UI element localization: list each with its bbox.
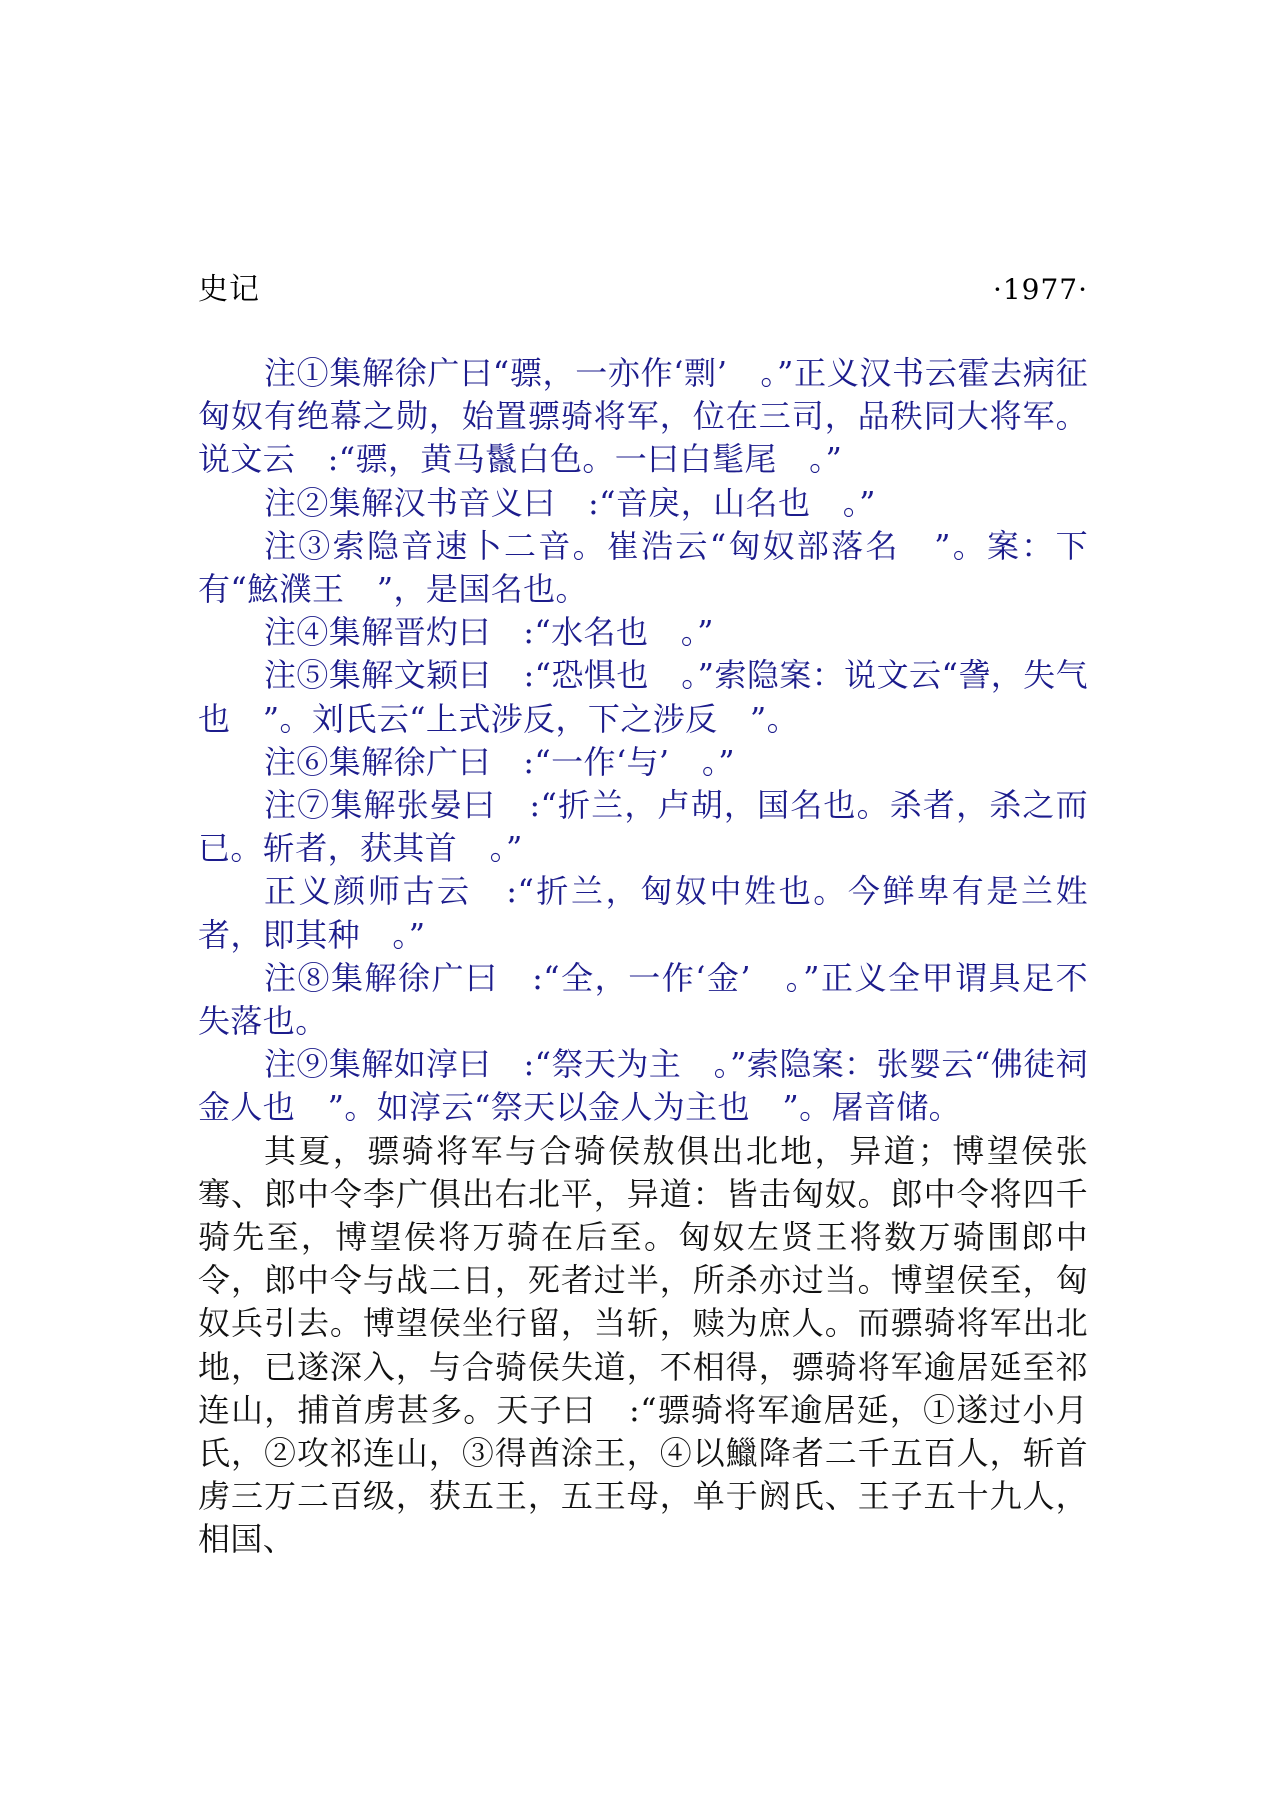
page-number: ·1977· bbox=[992, 273, 1088, 306]
page-header bbox=[198, 268, 1088, 312]
main-text-paragraph: 其夏，骠骑将军与合骑侯敖俱出北地，异道；博望侯张骞、郎中令李广俱出右北平，异道：皆击匈奴。郎中令将四千骑先至，博望侯将万骑在后至。匈奴左贤王将数万骑围郎中令，郎中令与战二日，死者过半，所杀亦过当。博望侯至，匈奴兵引去。博望侯坐行留，当斩，赎为庶人。而骠骑将军出北地，已遂深入，与合骑侯失道，不相得，骠骑将军逾居延至祁连山，捕首虏甚多。天子曰 :“骠骑将军逾居延，①遂过小月氏，②攻祁连山，③得酋涂王，④以鱲降者二千五百人，斩首虏三万二百级，获五王，五王母，单于阏氏、王子五十九人，相国、 bbox=[198, 1131, 1088, 1559]
annotation-paragraph: 注⑨集解如淳曰 :“祭天为主 。”索隐案：张婴云“佛徒祠金人也 ”。如淳云“祭天以金人为主也 ”。屠音储。 bbox=[198, 1045, 1088, 1127]
book-title: 史记 bbox=[198, 272, 260, 307]
annotation-paragraph: 正义颜师古云 :“折兰，匈奴中姓也。今鲜卑有是兰姓者，即其种 。” bbox=[198, 872, 1088, 954]
annotation-paragraph: 注①集解徐广曰“骠，一亦作‘剽’ 。”正义汉书云霍去病征匈奴有绝幕之勋，始置骠骑将军，位在三司，品秩同大将军。说文云 :“骠，黄马鬣白色。一曰白髦尾 。” bbox=[198, 354, 1088, 479]
annotation-paragraph: 注④集解晋灼曰 :“水名也 。” bbox=[264, 613, 714, 652]
body-text bbox=[198, 352, 1088, 1562]
annotation-paragraph: 注⑤集解文颖曰 :“恐惧也 。”索隐案：说文云“詟，失气也 ”。刘氏云“上式涉反，下之涉反 ”。 bbox=[198, 656, 1088, 738]
annotation-paragraph: 注②集解汉书音义曰 :“音戾，山名也 。” bbox=[264, 483, 876, 522]
annotation-paragraph: 注③索隐音速卜二音。崔浩云“匈奴部落名 ”。案：下有“鮌濮王 ”，是国名也。 bbox=[198, 526, 1088, 609]
annotation-paragraph: 注⑥集解徐广曰 :“一作‘与’ 。” bbox=[264, 742, 736, 781]
annotation-paragraph: 注⑦集解张晏曰 :“折兰，卢胡，国名也。杀者，杀之而已。斩者，获其首 。” bbox=[198, 786, 1088, 868]
annotation-paragraph: 注⑧集解徐广曰 :“全，一作‘金’ 。”正义全甲谓具足不失落也。 bbox=[198, 958, 1088, 1041]
